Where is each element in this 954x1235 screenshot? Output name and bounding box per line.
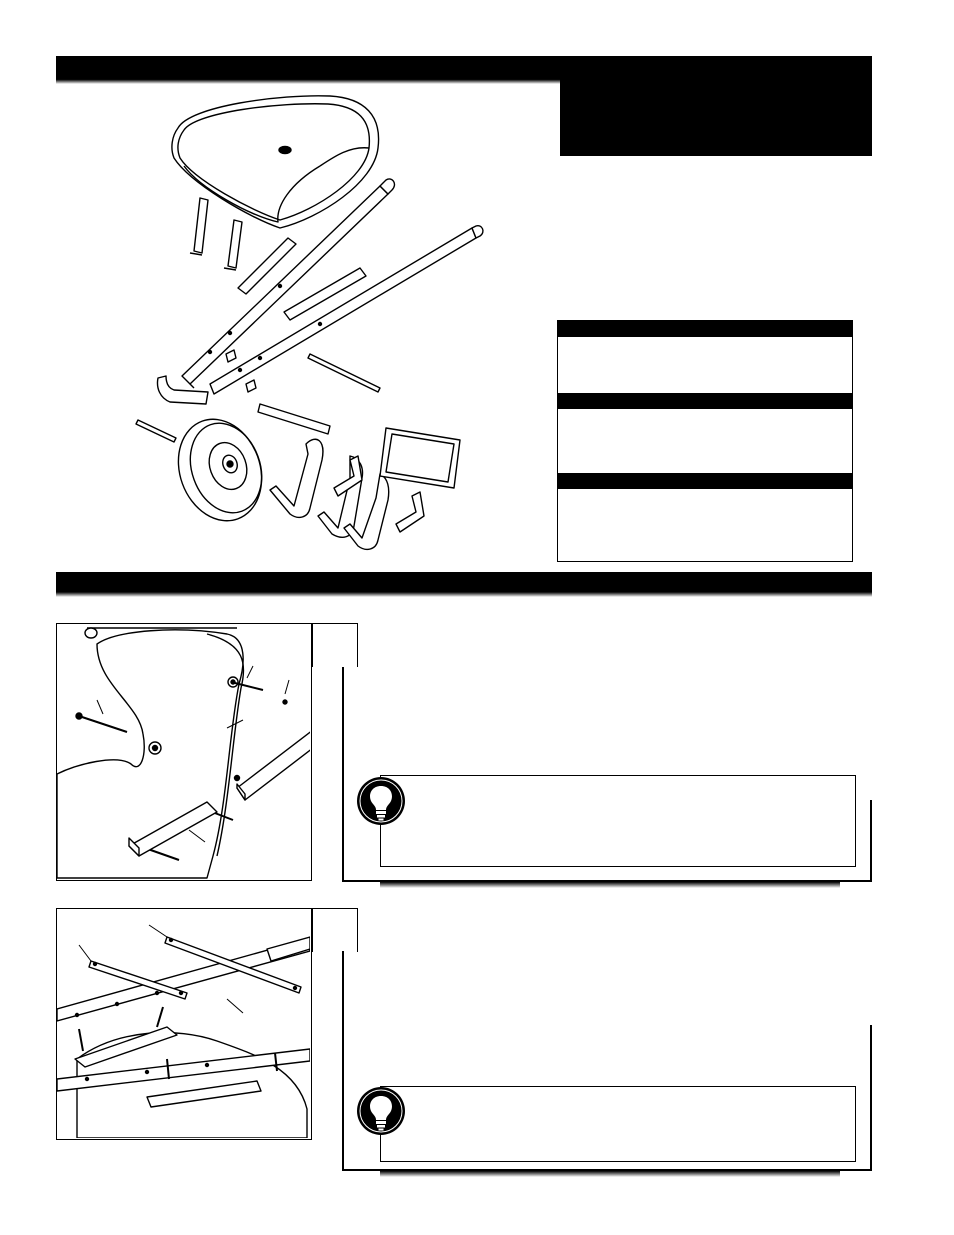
section-divider <box>56 572 872 592</box>
wheel-part <box>165 407 276 532</box>
step-1-figure <box>56 623 312 881</box>
step-2-frame-edge <box>870 1025 872 1171</box>
step-1-tip-box <box>380 775 856 867</box>
spec-cell-3 <box>558 489 852 561</box>
spec-header-2 <box>558 393 852 409</box>
step-2-tip-box <box>380 1086 856 1162</box>
step-2-figure <box>56 908 312 1140</box>
spec-header-1 <box>558 321 852 337</box>
step-2-frame-shadow <box>380 1171 840 1177</box>
step-2-number-tab <box>312 908 358 952</box>
step-1-number-tab <box>312 623 358 667</box>
parts-illustration <box>130 88 510 568</box>
lightbulb-icon <box>356 776 406 826</box>
section-divider-shadow <box>56 592 872 597</box>
header-banner-shadow <box>56 78 561 84</box>
spec-cell-2 <box>558 409 852 473</box>
step-1-frame-shadow <box>380 882 840 888</box>
title-block <box>560 56 872 156</box>
step-1-frame-edge <box>870 800 872 882</box>
spec-table <box>557 320 853 562</box>
spec-header-3 <box>558 473 852 489</box>
lightbulb-icon <box>356 1086 406 1136</box>
spec-cell-1 <box>558 337 852 393</box>
